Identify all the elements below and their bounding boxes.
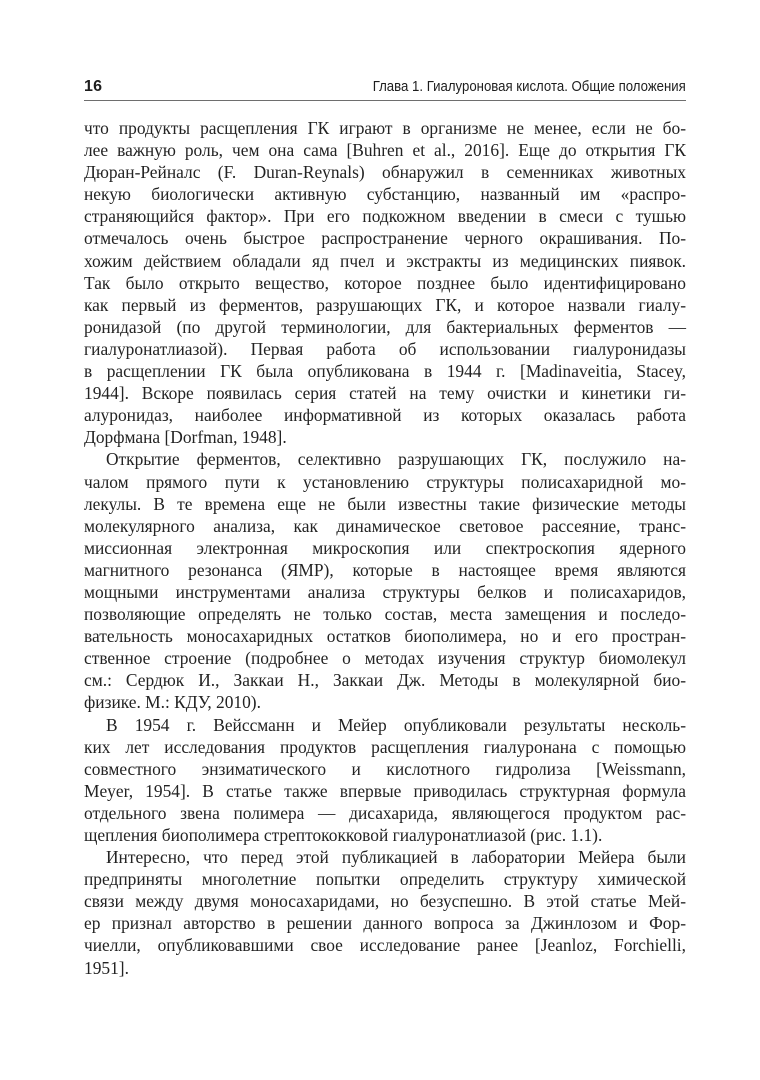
text-line: чиелли, опубликовавшими свое исследование ранее [Jeanloz, Forchielli, xyxy=(84,935,686,956)
page-number: 16 xyxy=(84,78,103,95)
text-line: отдельного звена полимера — дисахарида, являющегося продуктом рас- xyxy=(84,802,686,823)
text-line: отмечалось очень быстрое распространение черного окрашивания. По- xyxy=(84,228,686,249)
text-line: молекулярного анализа, как динамическое световое рассеяние, транс- xyxy=(84,515,686,536)
text-line: вательность моносахаридных остатков биополимера, но и его простран- xyxy=(84,626,686,647)
text-line: Дорфмана [Dorfman, 1948]. xyxy=(84,427,287,448)
text-line: миссионная электронная микроскопия или спектроскопия ядерного xyxy=(84,537,686,558)
text-line: ронидазой (по другой терминологии, для бактериальных ферментов — xyxy=(84,316,686,337)
text-line: магнитного резонанса (ЯМР), которые в настоящее время являются xyxy=(84,559,686,580)
text-line: физике. М.: КДУ, 2010). xyxy=(84,692,261,713)
text-line: как первый из ферментов, разрушающих ГК, и которое назвали гиалу- xyxy=(84,294,686,315)
text-line: связи между двумя моносахаридами, но безуспешно. В этой статье Мей- xyxy=(84,891,686,912)
running-header xyxy=(84,76,686,101)
text-line: Так было открыто вещество, которое позднее было идентифицировано xyxy=(84,272,686,293)
text-line: лее важную роль, чем она сама [Buhren et al., 2016]. Еще до открытия ГК xyxy=(84,140,686,161)
text-line: лекулы. В те времена еще не были известны такие физические методы xyxy=(84,493,686,514)
text-line: алуронидаз, наиболее информативной из которых оказалась работа xyxy=(84,405,686,426)
text-line: см.: Сердюк И., Заккаи Н., Заккаи Дж. Методы в молекулярной био- xyxy=(84,670,686,691)
text-line: что продукты расщепления ГК играют в организме не менее, если не бо- xyxy=(84,118,686,138)
text-line: позволяющие определять не только состав, места замещения и последо- xyxy=(84,604,686,625)
text-line: предприняты многолетние попытки определить структуру химической xyxy=(84,869,686,890)
paragraph xyxy=(84,846,686,979)
text-line: хожим действием обладали яд пчел и экстракты из медицинских пиявок. xyxy=(84,250,686,271)
paragraph xyxy=(84,448,686,713)
text-line: Открытие ферментов, селективно разрушающих ГК, послужило на- xyxy=(106,449,686,470)
text-line: гиалуронатлиазой). Первая работа об использовании гиалуронидазы xyxy=(84,338,686,359)
text-line: Дюран-Рейналс (F. Duran-Reynals) обнаружил в семенниках животных xyxy=(84,162,686,183)
paragraph xyxy=(84,714,686,847)
text-line: Интересно, что перед этой публикацией в лаборатории Мейера были xyxy=(106,847,686,868)
text-line: совместного энзиматического и кислотного гидролиза [Weissmann, xyxy=(84,758,686,779)
text-line: страняющийся фактор». При его подкожном введении в смеси с тушью xyxy=(84,206,686,227)
text-line: некую биологически активную субстанцию, названный им «распро- xyxy=(84,184,686,205)
text-line: ер признал авторство в решении данного вопроса за Джинлозом и Фор- xyxy=(84,913,686,934)
text-line: мощными инструментами анализа структуры белков и полисахаридов, xyxy=(84,581,686,602)
text-line: ких лет исследования продуктов расщепления гиалуронана с помощью xyxy=(84,736,686,757)
paragraph xyxy=(84,117,686,448)
text-line: 1944]. Вскоре появилась серия статей на тему очистки и кинетики ги- xyxy=(84,383,686,404)
text-line: ственное строение (подробнее о методах изучения структур биомолекул xyxy=(84,648,686,669)
text-line: В 1954 г. Вейссманн и Мейер опубликовали результаты несколь- xyxy=(106,714,686,735)
text-line: щепления биополимера стрептококковой гиалуронатлиазой (рис. 1.1). xyxy=(84,825,603,845)
chapter-title: Глава 1. Гиалуроновая кислота. Общие положения xyxy=(372,78,686,95)
text-line: в расщеплении ГК была опубликована в 1944 г. [Madinaveitia, Stacey, xyxy=(84,361,686,382)
text-line: чалом прямого пути к установлению структуры полисахаридной мо- xyxy=(84,471,686,492)
text-line: 1951]. xyxy=(84,957,129,978)
text-line: Meyer, 1954]. В статье также впервые приводилась структурная формула xyxy=(84,780,686,801)
body-text xyxy=(84,117,686,979)
